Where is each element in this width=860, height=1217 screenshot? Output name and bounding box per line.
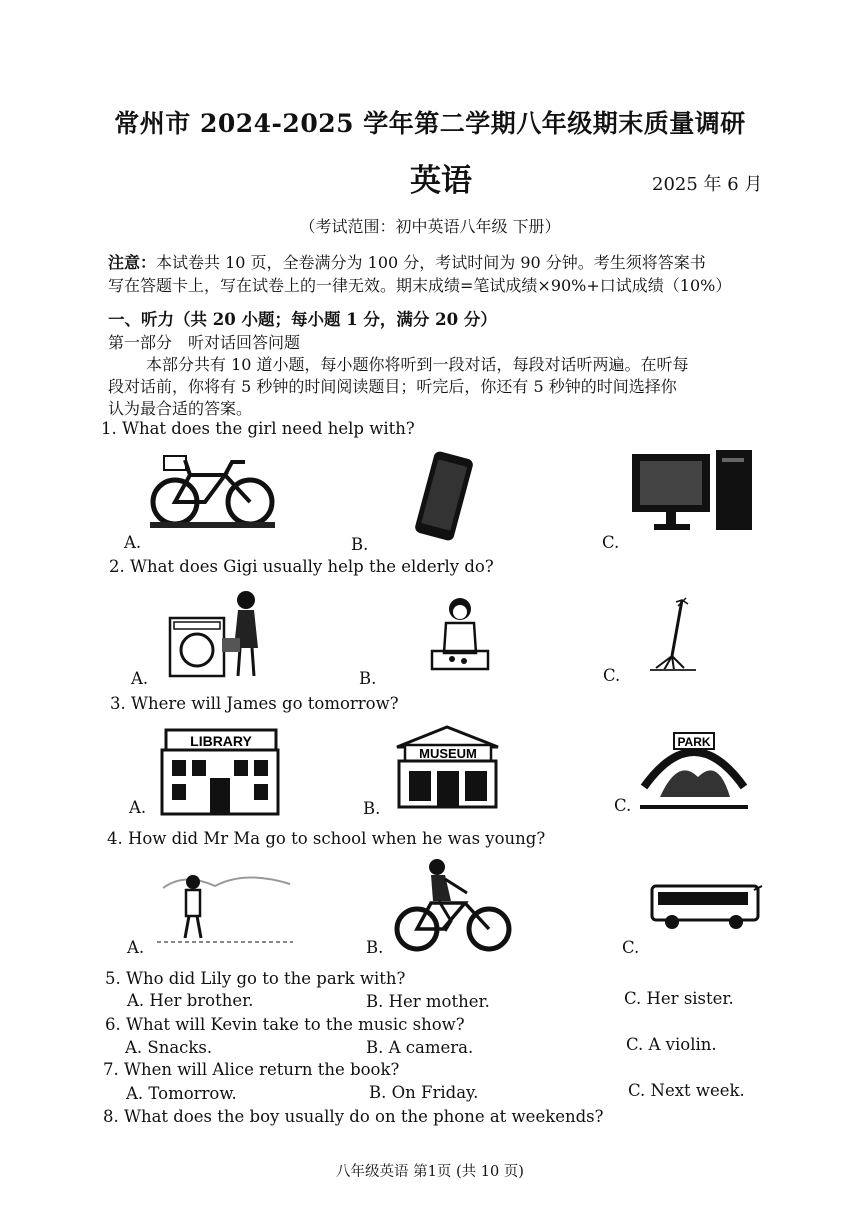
instruction-line-2: 段对话前，你将有 5 秒钟的时间阅读题目；听完后，你还有 5 秒钟的时间选择你: [108, 377, 677, 396]
q5-option-b[interactable]: B. Her mother.: [366, 992, 490, 1011]
notice-line-2: 写在答题卡上，写在试卷上的一律无效。期末成绩=笔试成绩×90%+口试成绩（10%）: [108, 276, 732, 295]
instruction-line-1: 本部分共有 10 道小题，每小题你将听到一段对话，每段对话听两遍。在听每: [146, 355, 689, 374]
question-7: 7. When will Alice return the book?: [103, 1060, 400, 1079]
q4-option-c[interactable]: C.: [622, 938, 640, 957]
park-picture: [638, 727, 750, 813]
q1-option-b[interactable]: B.: [351, 535, 369, 554]
q7-option-c[interactable]: C. Next week.: [628, 1081, 745, 1100]
q7-option-a[interactable]: A. Tomorrow.: [126, 1084, 237, 1103]
question-4: 4. How did Mr Ma go to school when he was young?: [107, 829, 546, 848]
q2-option-c[interactable]: C.: [603, 666, 621, 685]
q7-option-b[interactable]: B. On Friday.: [369, 1083, 479, 1102]
bus-picture: [650, 882, 765, 932]
subject-title: 英语: [410, 163, 472, 199]
cooking-picture: [430, 595, 490, 675]
q2-option-a[interactable]: A.: [131, 669, 149, 688]
section-heading: 一、听力（共 20 小题；每小题 1 分，满分 20 分）: [108, 310, 497, 329]
library-picture: [160, 728, 280, 816]
q1-option-c[interactable]: C.: [602, 533, 620, 552]
broom-picture: [648, 598, 698, 673]
q3-option-c[interactable]: C.: [614, 796, 632, 815]
question-1: 1. What does the girl need help with?: [101, 419, 415, 438]
exam-date: 2025 年 6 月: [652, 174, 763, 195]
page-footer: 八年级英语 第1页 (共 10 页): [336, 1164, 524, 1180]
q4-option-a[interactable]: A.: [127, 938, 145, 957]
walking-picture: [155, 862, 295, 947]
q2-option-b[interactable]: B.: [359, 669, 377, 688]
library-sign: LIBRARY: [190, 733, 252, 749]
exam-scope: （考试范围：初中英语八年级 下册）: [299, 217, 561, 236]
q3-option-b[interactable]: B.: [363, 799, 381, 818]
bicycle-picture: [150, 450, 275, 530]
question-8: 8. What does the boy usually do on the phone at weekends?: [103, 1107, 604, 1126]
computer-picture: [630, 448, 755, 540]
q6-option-c[interactable]: C. A violin.: [626, 1035, 717, 1054]
part-heading: 第一部分 听对话回答问题: [108, 333, 301, 352]
question-3: 3. Where will James go tomorrow?: [110, 694, 399, 713]
mobile-phone-picture: [406, 452, 476, 542]
question-2: 2. What does Gigi usually help the elderly do?: [109, 557, 494, 576]
instruction-line-3: 认为最合适的答案。: [108, 399, 253, 418]
q5-option-c[interactable]: C. Her sister.: [624, 989, 734, 1008]
q4-option-b[interactable]: B.: [366, 938, 384, 957]
question-5: 5. Who did Lily go to the park with?: [105, 969, 406, 988]
question-6: 6. What will Kevin take to the music show?: [105, 1015, 465, 1034]
q6-option-b[interactable]: B. A camera.: [366, 1038, 474, 1057]
notice-text-1: 本试卷共 10 页，全卷满分为 100 分，考试时间为 90 分钟。考生须将答案书: [156, 253, 706, 272]
washing-clothes-picture: [168, 586, 273, 681]
q1-option-a[interactable]: A.: [124, 533, 142, 552]
q3-option-a[interactable]: A.: [129, 798, 147, 817]
notice-line-1: [108, 250, 706, 273]
museum-sign: MUSEUM: [419, 746, 477, 761]
q5-option-a[interactable]: A. Her brother.: [127, 991, 254, 1010]
notice-label: 注意：: [108, 253, 157, 272]
riding-bike-picture: [393, 857, 513, 953]
park-sign: PARK: [677, 735, 711, 749]
q6-option-a[interactable]: A. Snacks.: [125, 1038, 213, 1057]
exam-title: 常州市 2024-2025 学年第二学期八年级期末质量调研: [114, 109, 746, 138]
museum-picture: [395, 725, 500, 810]
